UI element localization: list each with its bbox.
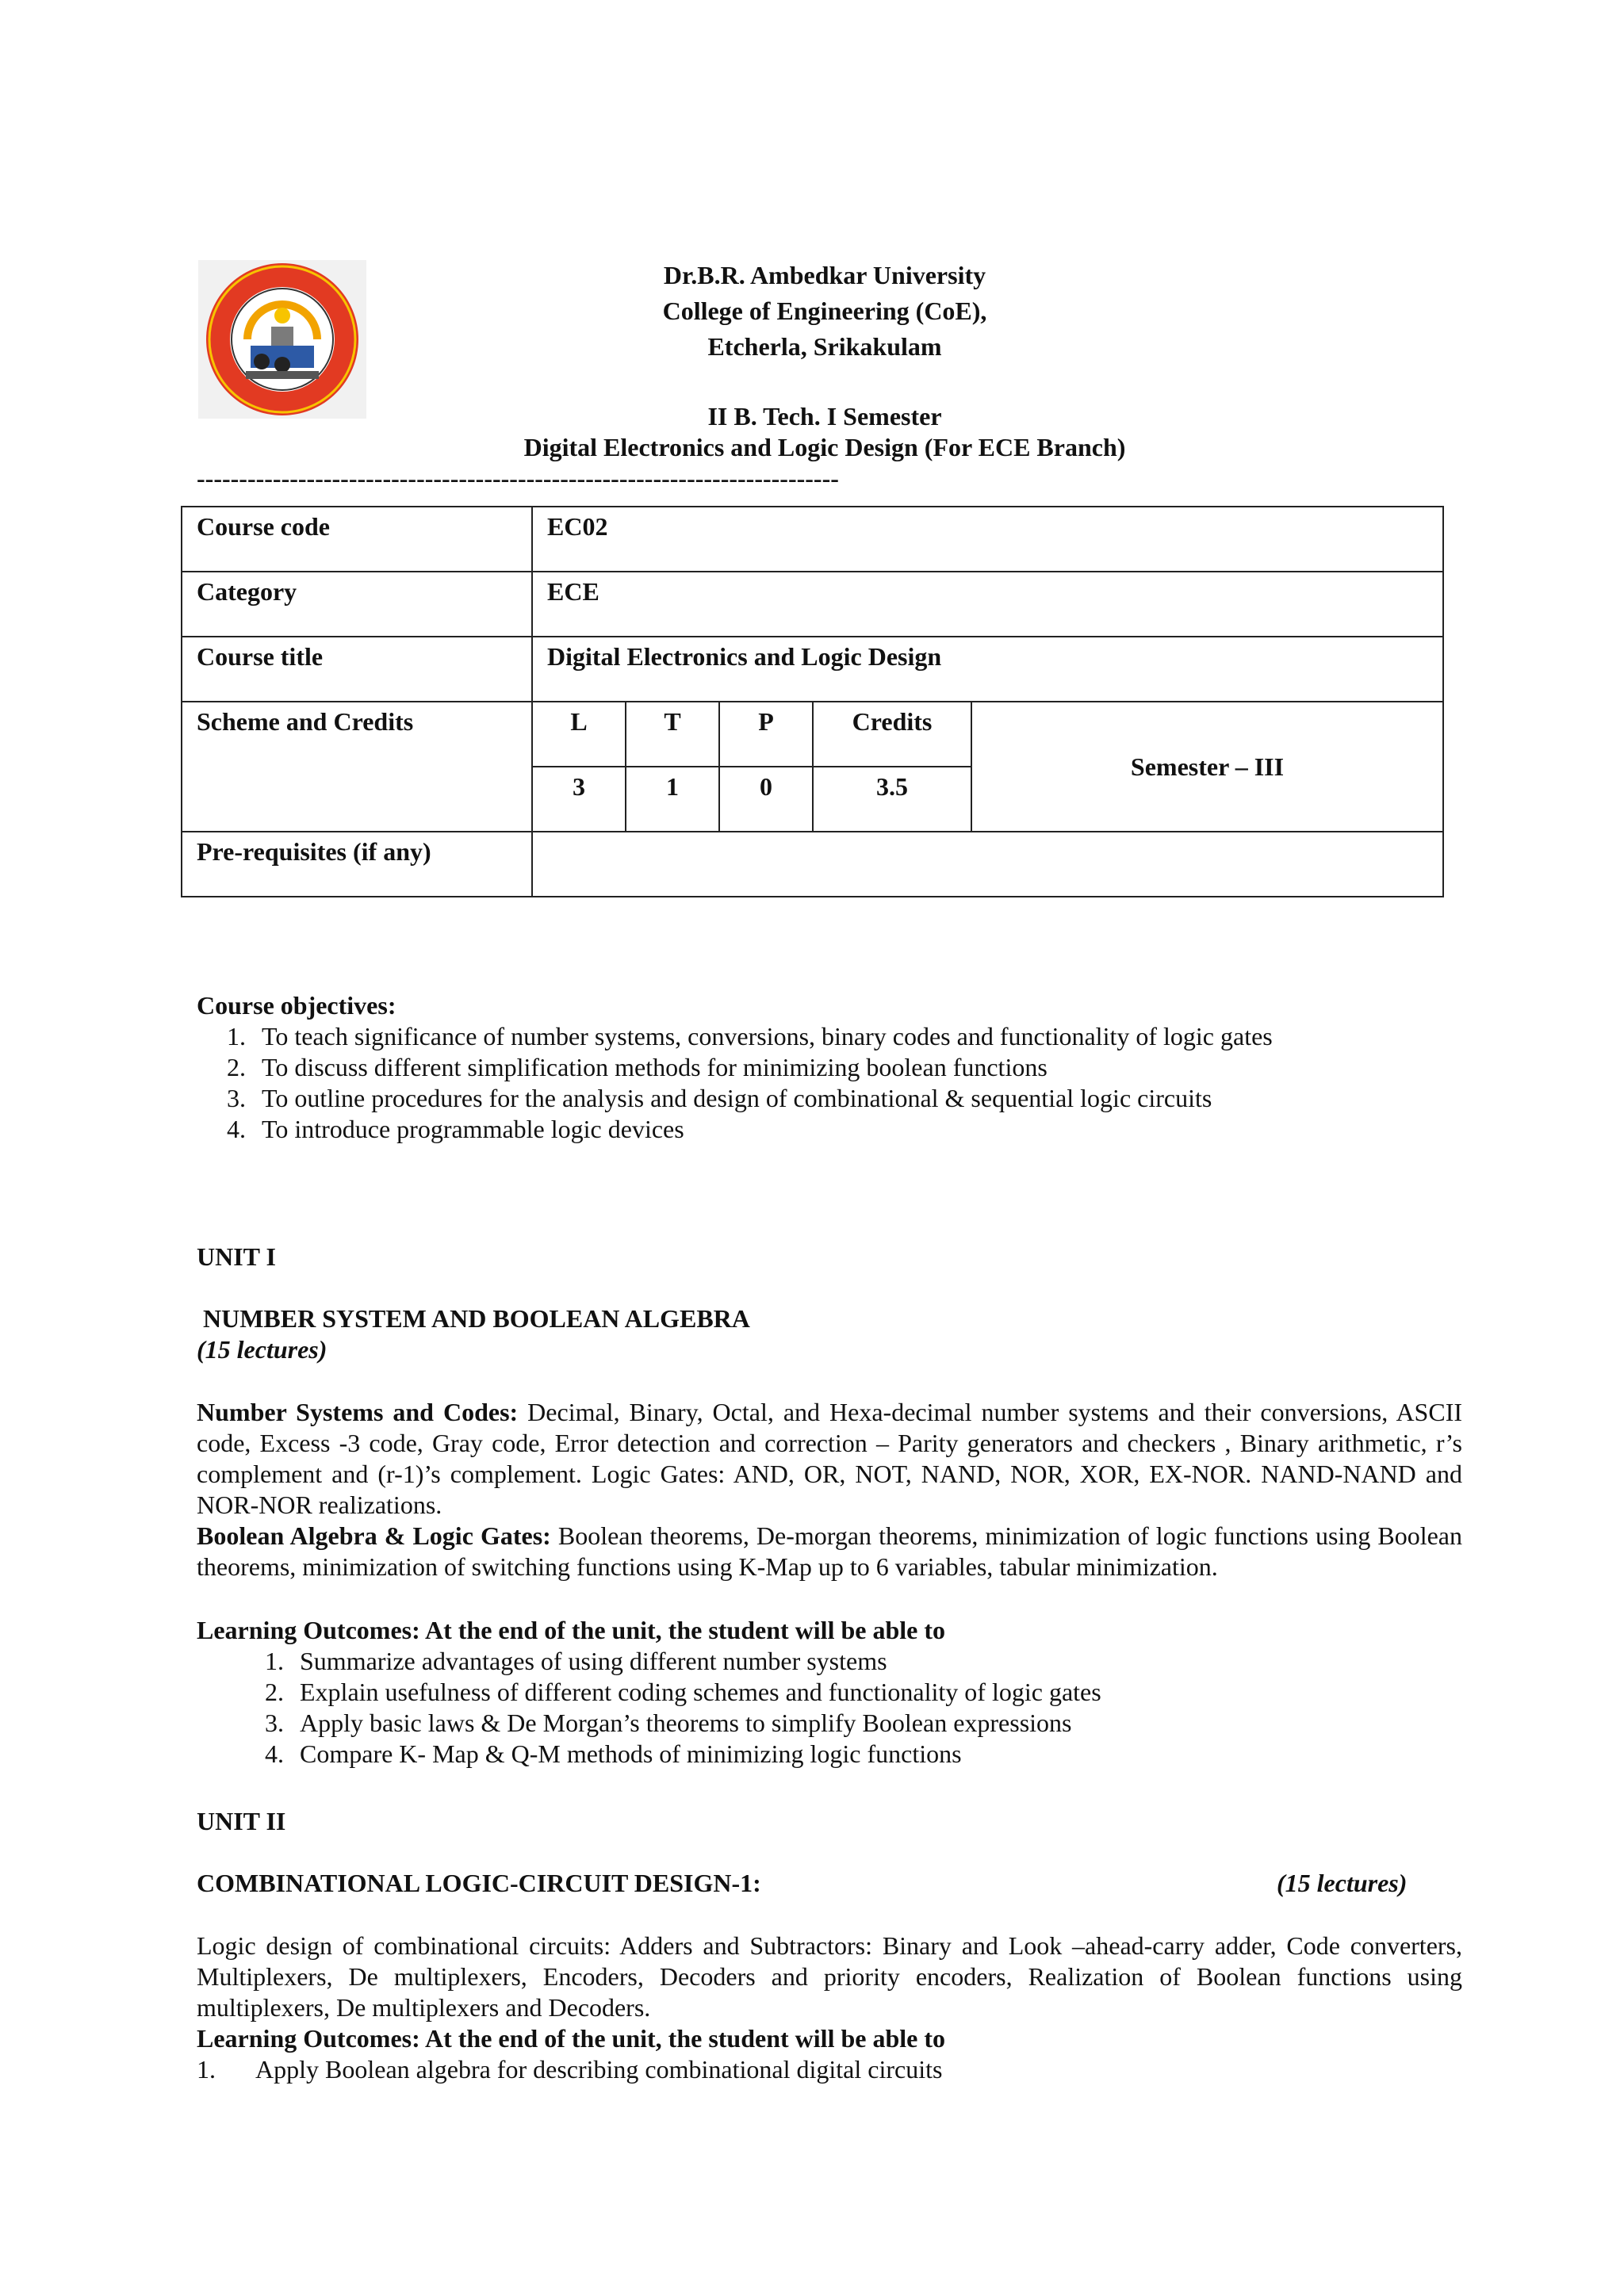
category-value: ECE (532, 572, 1443, 637)
list-item: 3. Apply basic laws & De Morgan’s theorems to simplify Boolean expressions (290, 1708, 1462, 1739)
unit2-lectures: (15 lectures) (1277, 1869, 1408, 1897)
university-name: Dr.B.R. Ambedkar University (663, 261, 986, 289)
l-header: L (532, 702, 626, 767)
table-row (182, 832, 1443, 897)
scheme-label: Scheme and Credits (182, 702, 532, 832)
credits-value: 3.5 (813, 767, 971, 832)
unit1-outcomes (197, 1615, 1462, 1770)
separator-line: ---------------------------------------------------------------------------- (197, 464, 839, 492)
unit2-outcome-1: Apply Boolean algebra for describing combinational digital circuits (255, 2055, 943, 2084)
unit1-paragraph-2 (197, 1521, 1462, 1582)
t-value: 1 (626, 767, 719, 832)
unit1-label: UNIT I (197, 1242, 276, 1271)
unit2-label: UNIT II (197, 1807, 286, 1835)
category-label: Category (182, 572, 532, 637)
list-item: 4. Compare K- Map & Q-M methods of minimizing logic functions (290, 1739, 1462, 1770)
t-header: T (626, 702, 719, 767)
university-logo (198, 260, 366, 419)
list-item: 1. To teach significance of number systems, conversions, binary codes and functionality of logic gates (252, 1021, 1465, 1052)
course-title-label: Course title (182, 637, 532, 702)
course-code-value: EC02 (532, 507, 1443, 572)
list-item: 3. To outline procedures for the analysis and design of combinational & sequential logic circuits (252, 1083, 1465, 1114)
college-name: College of Engineering (CoE), (662, 297, 987, 325)
unit2-outcome-number: 1. (197, 2055, 216, 2084)
unit2-paragraph: Logic design of combinational circuits: Adders and Subtractors: Binary and Look –ahead-carry adder, Code converters, Multiplexers, De multiplexers, Encoders, Decoders and priority encoders, Realization of Boolean functions using multiplexers, De multiplexers and Decoders. (197, 1931, 1462, 2022)
boolean-algebra-heading: Boolean Algebra & Logic Gates: (197, 1521, 551, 1550)
course-title-value: Digital Electronics and Logic Design (532, 637, 1443, 702)
unit2-outcomes-heading: Learning Outcomes: At the end of the unit, the student will be able to (197, 2024, 945, 2053)
table-row (182, 702, 1443, 767)
semester-heading: II B. Tech. I Semester (707, 402, 942, 430)
unit1-lectures: (15 lectures) (197, 1335, 327, 1364)
number-systems-text: Decimal, Binary, Octal, and Hexa-decimal number systems and their conversions, ASCII code, Excess -3 code, Gray code, Error detection and correction – Parity generators and checkers , Binary arithmetic, r’s complement and (r-1)’s complement. Logic Gates: AND, OR, NOT, NAND, NOR, XOR, EX-NOR. NAND-NAND and NOR-NOR realizations. (197, 1398, 1463, 1519)
list-item: 2. To discuss different simplification methods for minimizing boolean functions (252, 1052, 1465, 1083)
boolean-algebra-text: Boolean theorems, De-morgan theorems, minimization of logic functions using Boolean theorems, minimization of switching functions using K-Map up to 6 variables, tabular minimization. (197, 1521, 1463, 1581)
table-row (182, 637, 1443, 702)
p-value: 0 (719, 767, 813, 832)
credits-header: Credits (813, 702, 971, 767)
l-value: 3 (532, 767, 626, 832)
unit2-title: COMBINATIONAL LOGIC-CIRCUIT DESIGN-1: (197, 1869, 761, 1897)
unit1-body (197, 1397, 1462, 1582)
objectives-list (197, 1021, 1465, 1145)
college-location: Etcherla, Srikakulam (707, 332, 942, 361)
unit1-outcomes-list (197, 1646, 1462, 1770)
prereq-value (532, 832, 1443, 897)
unit1-paragraph-1 (197, 1397, 1462, 1521)
objectives-heading: Course objectives: (197, 991, 396, 1020)
number-systems-heading: Number Systems and Codes: (197, 1398, 519, 1426)
list-item: 4. To introduce programmable logic devices (252, 1114, 1465, 1145)
objectives-section (197, 990, 1465, 1145)
list-item: 1. Summarize advantages of using different number systems (290, 1646, 1462, 1677)
course-heading: Digital Electronics and Logic Design (For ECE Branch) (523, 433, 1126, 461)
p-header: P (719, 702, 813, 767)
list-item: 2. Explain usefulness of different coding schemes and functionality of logic gates (290, 1677, 1462, 1708)
unit1-title: NUMBER SYSTEM AND BOOLEAN ALGEBRA (203, 1304, 750, 1333)
course-code-label: Course code (182, 507, 532, 572)
table-row (182, 507, 1443, 572)
unit1-outcomes-heading: Learning Outcomes: At the end of the unit, the student will be able to (197, 1616, 945, 1644)
table-row (182, 572, 1443, 637)
prereq-label: Pre-requisites (if any) (182, 832, 532, 897)
semester-value: Semester – III (971, 702, 1443, 832)
course-details-table (181, 506, 1444, 897)
